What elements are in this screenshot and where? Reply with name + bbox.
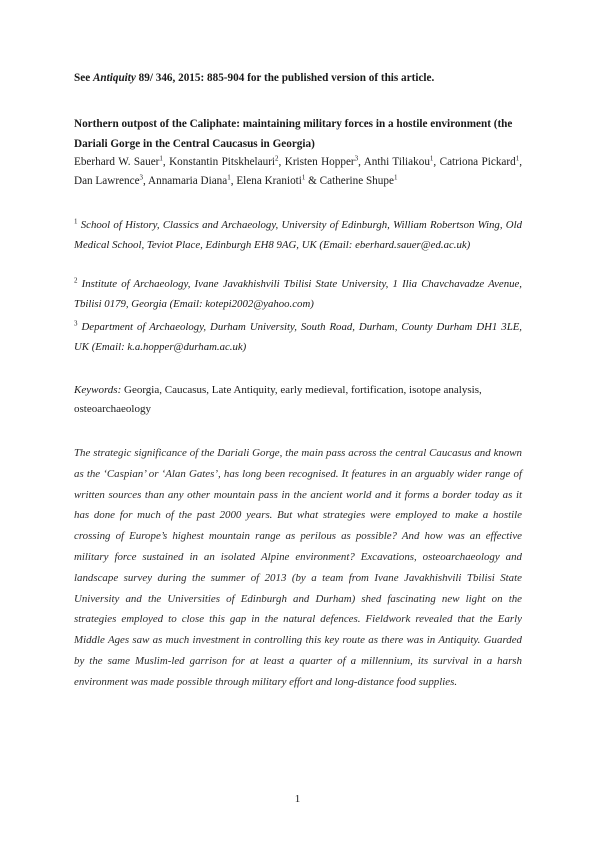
author: Anthi Tiliakou$^1$, xyxy=(363,154,440,168)
author: Annamaria Diana$^1$, xyxy=(148,173,237,187)
author: Elena Kranioti$^1$ & xyxy=(236,173,320,187)
affiliation-2: $^2$ Institute of Archaeology, Ivane Javakhishvili Tbilisi State University, 1 Ilia Chavchavadze Avenue, Tbilisi 0179, Georgia (Email: kotepi2002@yahoo.com) xyxy=(74,276,523,310)
keywords-label: Keywords: xyxy=(74,384,122,396)
author: Kristen Hopper$^3$, xyxy=(284,154,364,168)
author: Catriona Pickard$^1$, xyxy=(439,154,523,168)
journal-name: Antiquity xyxy=(92,72,136,84)
keywords-list: Georgia, Caucasus, Late Antiquity, early medieval, fortification, isotope analysis, osteoarchaeology xyxy=(74,384,482,415)
page-number: 1 xyxy=(294,793,301,805)
author: Konstantin Pitskhelauri$^2$, xyxy=(169,154,285,168)
article-title: Northern outpost of the Caliphate: maintaining military forces in a hostile environment (the Dariali Gorge in the Central Caucasus in Georgia) xyxy=(74,118,513,150)
author-list xyxy=(74,153,522,191)
author: Eberhard W. Sauer$^1$, xyxy=(74,154,170,168)
keywords xyxy=(74,381,522,419)
author: Catherine Shupe$^1$ xyxy=(319,173,398,187)
publication-note: See Antiquity 89/ 346, 2015: 885-904 for the published version of this article. xyxy=(74,72,435,84)
author: Dan Lawrence$^3$, xyxy=(74,173,149,187)
affiliation-1: $^1$ School of History, Classics and Archaeology, University of Edinburgh, William Robertson Wing, Old Medical School, Teviot Place, Edinburgh EH8 9AG, UK (Email: eberhard.sauer@ed.ac.uk) xyxy=(74,217,522,251)
abstract: The strategic significance of the Dariali Gorge, the main pass across the central Caucasus and known as the ‘Caspian’ or ‘Alan Gates’, has long been recognised. It features in an arguably wider range of written sources than any other mountain pass in the ancient world and it forms a border today as it has done for much of the past 2000 years. But what strategies were employed to make a hostile crossing of Europe’s highest mountain range as perilous as possible? And how was an effective military force sustained in an isolated Alpine environment? Excavations, osteoarchaeology and landscape survey during the summer of 2013 (by a team from Ivane Javakhishvili Tbilisi State University and the Universities of Edinburgh and Durham) shed fascinating new light on the strategies employed to close this gap in the natural defences. Fieldwork revealed that the Early Middle Ages saw as much investment in controlling this key route as there was in Antiquity. Guarded by the same Muslim-led garrison for at least a quarter of a millennium, its survival in a harsh environment was made possible through military effort and long-distance food supplies. xyxy=(74,447,522,688)
affiliation-3: $^3$ Department of Archaeology, Durham University, South Road, Durham, County Durham DH1 3LE, UK (Email: k.a.hopper@durham.ac.uk) xyxy=(74,319,523,353)
